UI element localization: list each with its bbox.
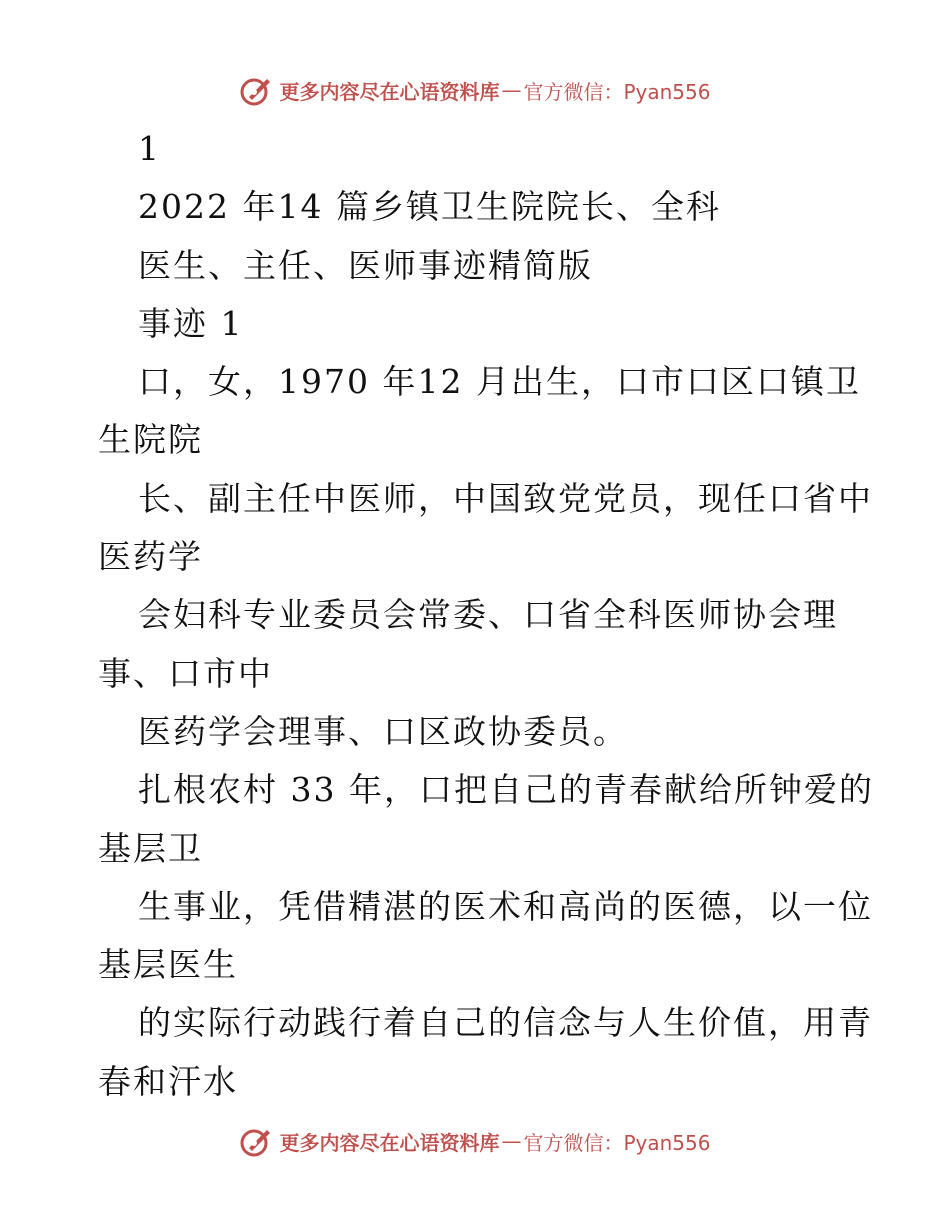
text-line: 长、副主任中医师，中国致党党员，现任口省中	[138, 478, 873, 518]
watermark-contact-text: 官方微信：Pyan556	[523, 79, 711, 104]
document-body	[98, 120, 874, 1111]
text-line: 口，女，1970 年12 月出生，口市口区口镇卫	[138, 362, 861, 402]
text-line: 春和汗水	[98, 1061, 238, 1101]
watermark-site-text: 更多内容尽在心语资料库	[279, 1130, 500, 1155]
text-line: 生院院	[98, 420, 203, 460]
text-line: 1	[138, 129, 161, 168]
watermark-site-text: 更多内容尽在心语资料库	[279, 79, 500, 104]
watermark-dash: —	[501, 1129, 522, 1153]
text-line: 事迹 1	[138, 303, 244, 343]
text-line: 基层医生	[98, 945, 238, 985]
text-line: 会妇科专业委员会常委、口省全科医师协会理	[138, 595, 838, 635]
text-line: 扎根农村 33 年，口把自己的青春献给所钟爱的	[138, 770, 874, 810]
text-line: 2022 年14 篇乡镇卫生院院长、全科	[138, 187, 721, 227]
quill-pen-logo-icon	[239, 73, 273, 107]
watermark-dash: —	[501, 78, 522, 102]
text-line: 的实际行动践行着自己的信念与人生价值，用青	[138, 1003, 873, 1043]
quill-pen-logo-icon	[239, 1124, 273, 1158]
header-watermark	[0, 70, 950, 110]
text-line: 事、口市中	[98, 653, 273, 693]
footer-watermark	[0, 1121, 950, 1161]
text-line: 医生、主任、医师事迹精简版	[138, 245, 593, 285]
text-line: 医药学会理事、口区政协委员。	[138, 711, 628, 751]
watermark-contact-text: 官方微信：Pyan556	[523, 1130, 711, 1155]
text-line: 医药学	[98, 537, 203, 577]
text-line: 基层卫	[98, 828, 203, 868]
text-line: 生事业，凭借精湛的医术和高尚的医德，以一位	[138, 886, 873, 926]
